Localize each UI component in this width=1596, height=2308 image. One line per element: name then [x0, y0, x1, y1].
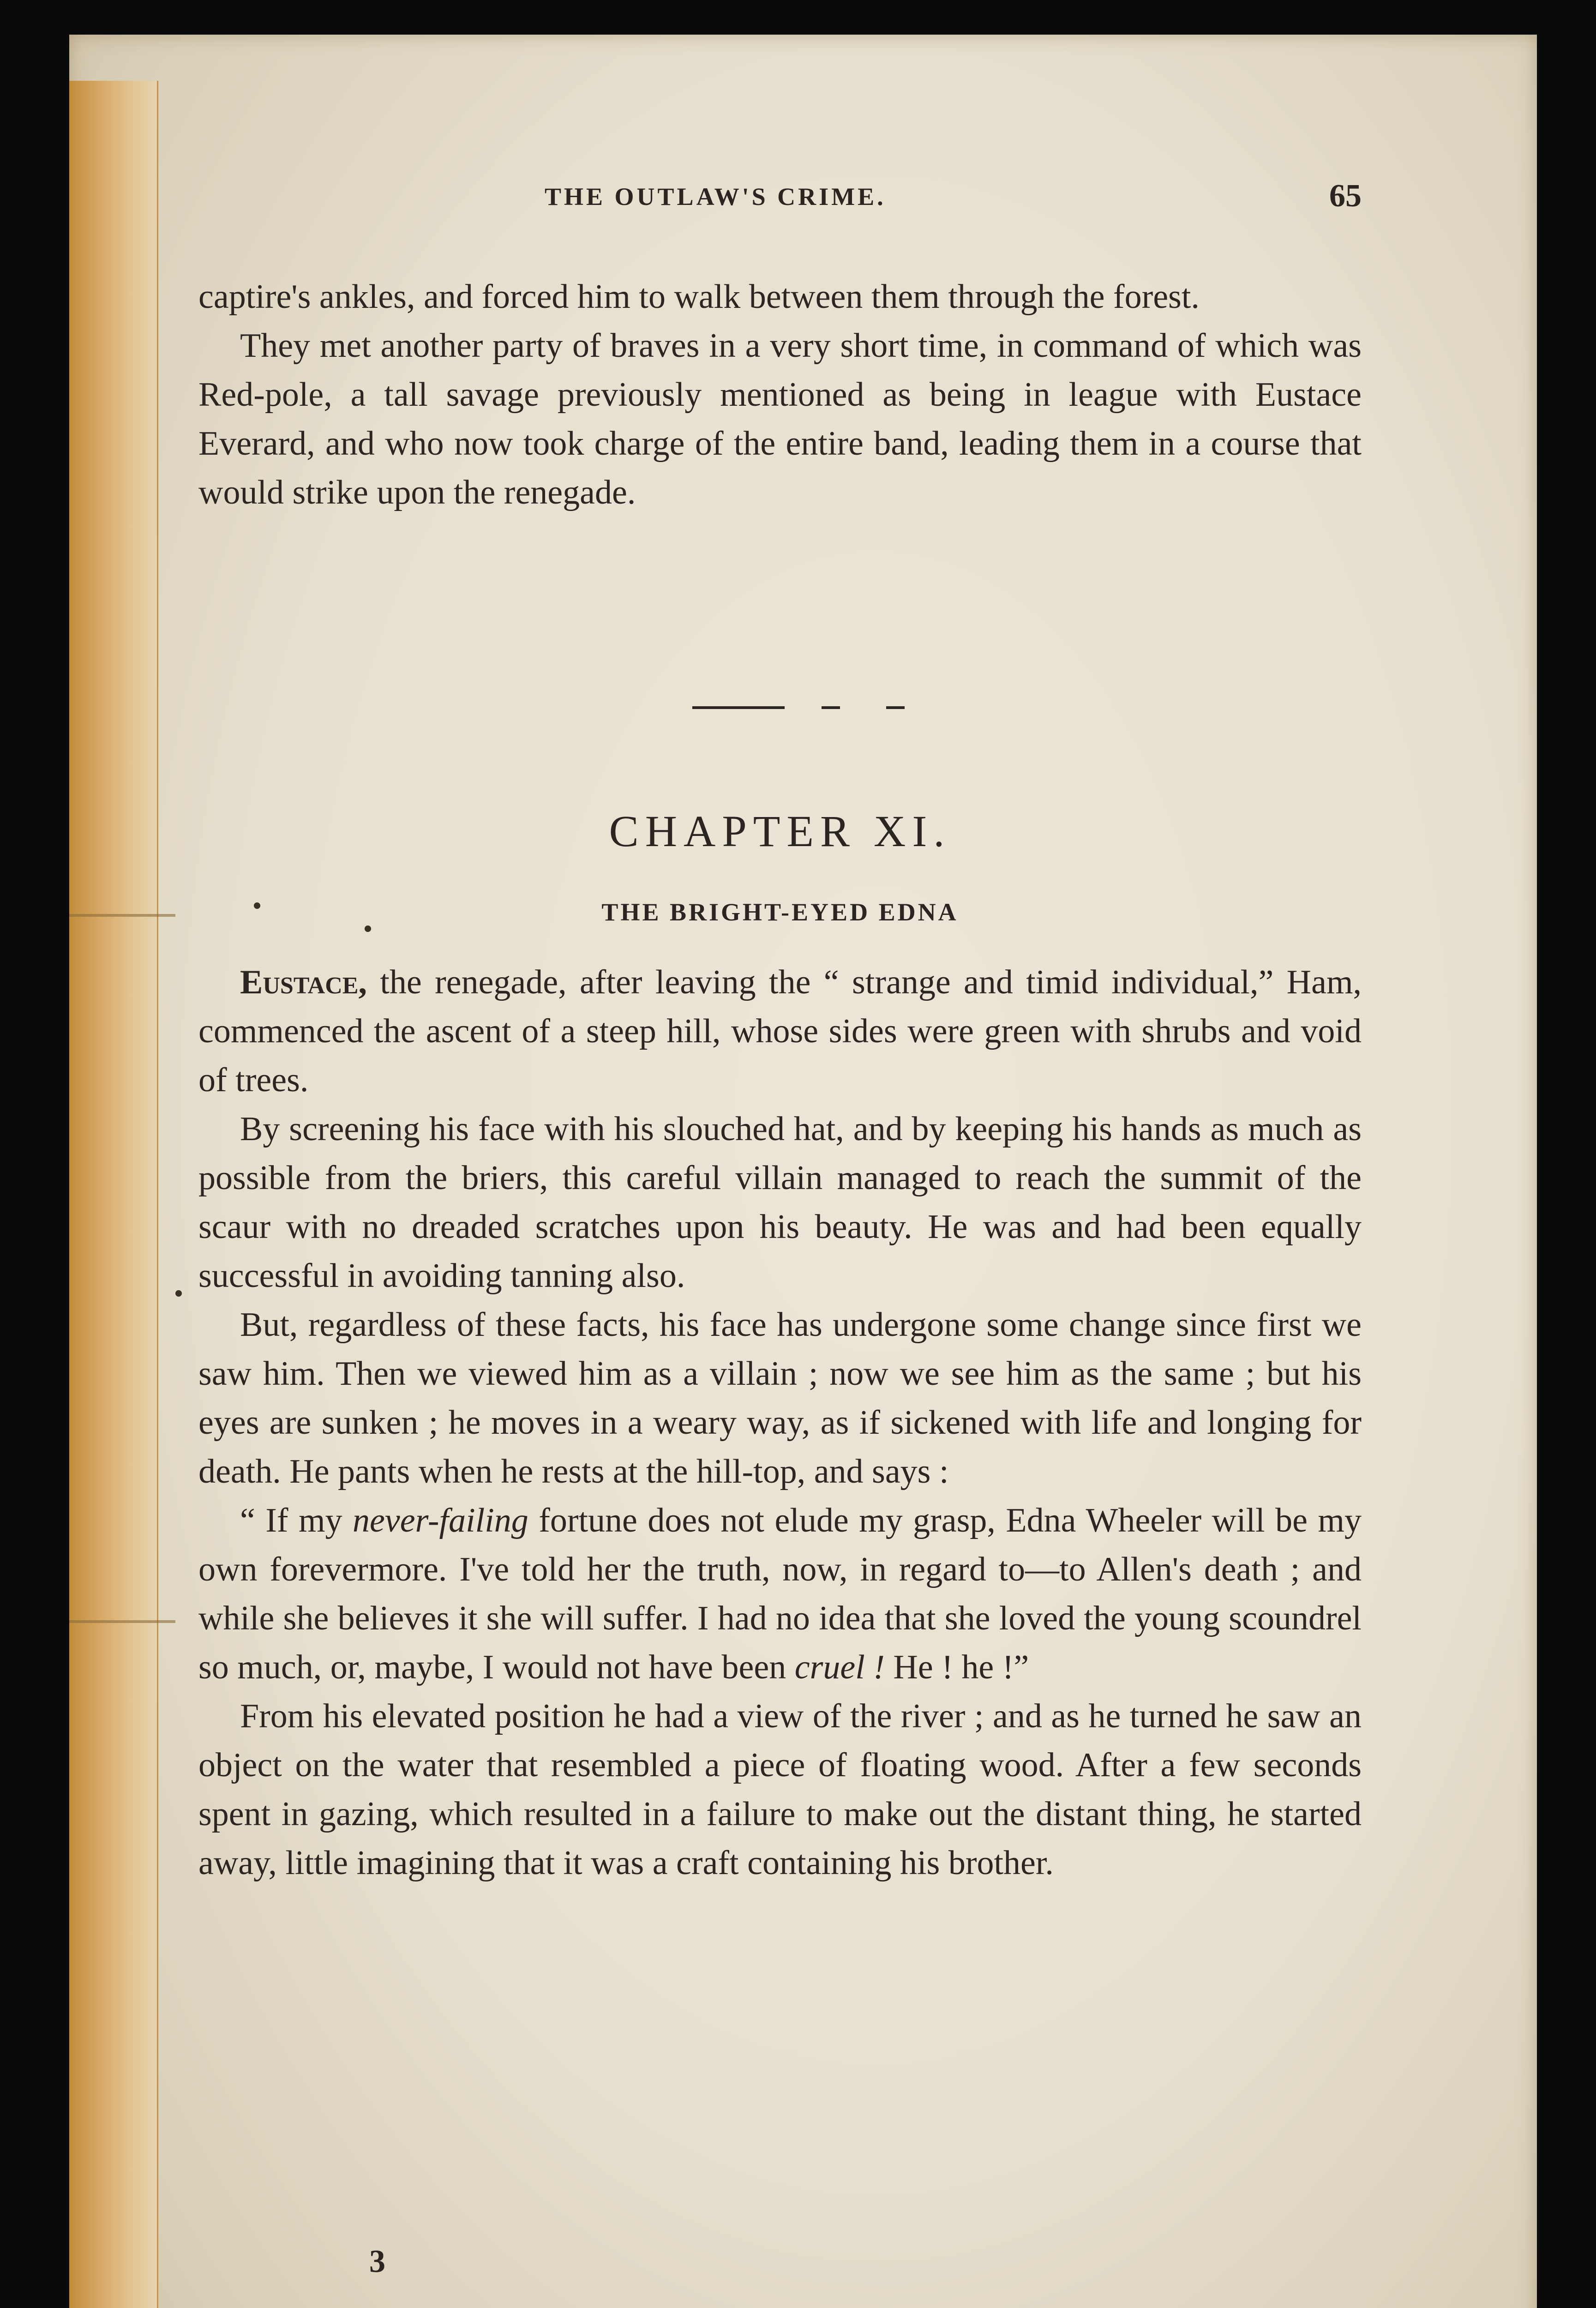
paragraph: From his elevated position he had a view of the river ; and as he turned he saw an object on the water that resembled a piece of floating wood. After a few seconds spent in gazing, which resulted in a failure to make out the distant thing, he started away, little imagining that it was a craft containing his brother.: [198, 1697, 1362, 1882]
paragraph-lead: Eustace,: [240, 963, 367, 1001]
paragraph-text: the renegade, after leaving the “ strange and timid individual,” Ham, commenced the ascent of a steep hill, whose sides were green with shrubs and void of trees.: [198, 963, 1362, 1099]
section-divider: [692, 703, 914, 712]
paragraph: captire's ankles, and forced him to walk between them through the forest.: [198, 278, 1200, 316]
binding-stitch: [69, 914, 175, 917]
running-head: [198, 178, 1362, 224]
page-spine-edge: [69, 81, 158, 2308]
page-number: 65: [1329, 178, 1362, 214]
emphasis-text: never-failing: [353, 1502, 528, 1539]
paragraph: [198, 958, 1362, 1105]
opening-text: [198, 272, 1362, 517]
running-title: THE OUTLAW'S CRIME.: [545, 183, 886, 210]
paragraph: [198, 1496, 1362, 1692]
chapter-body: [198, 958, 1362, 1887]
signature-mark: 3: [369, 2244, 385, 2279]
paragraph: They met another party of braves in a very short time, in command of which was Red-pole, a tall savage previously mentioned as being in league with Eustace Everard, and who now took charge of the entire band, leading them in a course that would strike upon the renegade.: [198, 327, 1362, 511]
chapter-title: CHAPTER XI.: [609, 806, 951, 856]
chapter-subtitle: THE BRIGHT-EYED EDNA: [601, 898, 959, 926]
emphasis-text: cruel !: [794, 1648, 885, 1686]
divider-dash: [886, 706, 905, 709]
paragraph-text: “ If my: [240, 1502, 353, 1539]
paragraph: But, regardless of these facts, his face has undergone some change since first we saw him. Then we viewed him as a villain ; now we see him as the same ; but his eyes are sunken ; he moves in a weary way, as if sickened with life and longing for death. He pants when he rests at the hill-top, and says :: [198, 1306, 1362, 1491]
divider-dash: [692, 706, 785, 709]
binding-stitch: [69, 1620, 175, 1623]
paragraph-text: fortune does not elude my grasp, Edna Wheeler will be my own forevermore. I've told her the truth, now, in regard to—to Allen's death ; and while she believes it she will suffer. I had no idea that she loved the young scoundrel so much, or, maybe, I would not have been: [198, 1502, 1362, 1686]
ink-speck: [365, 926, 371, 932]
divider-dash: [822, 706, 840, 709]
paragraph-text: He ! he !”: [884, 1648, 1029, 1686]
paragraph: By screening his face with his slouched hat, and by keeping his hands as much as possible from the briers, this careful villain managed to reach the summit of the scaur with no dreaded scratches upon his beauty. He was and had been equally successful in avoiding tanning also.: [198, 1110, 1362, 1295]
ink-speck: [175, 1290, 182, 1297]
